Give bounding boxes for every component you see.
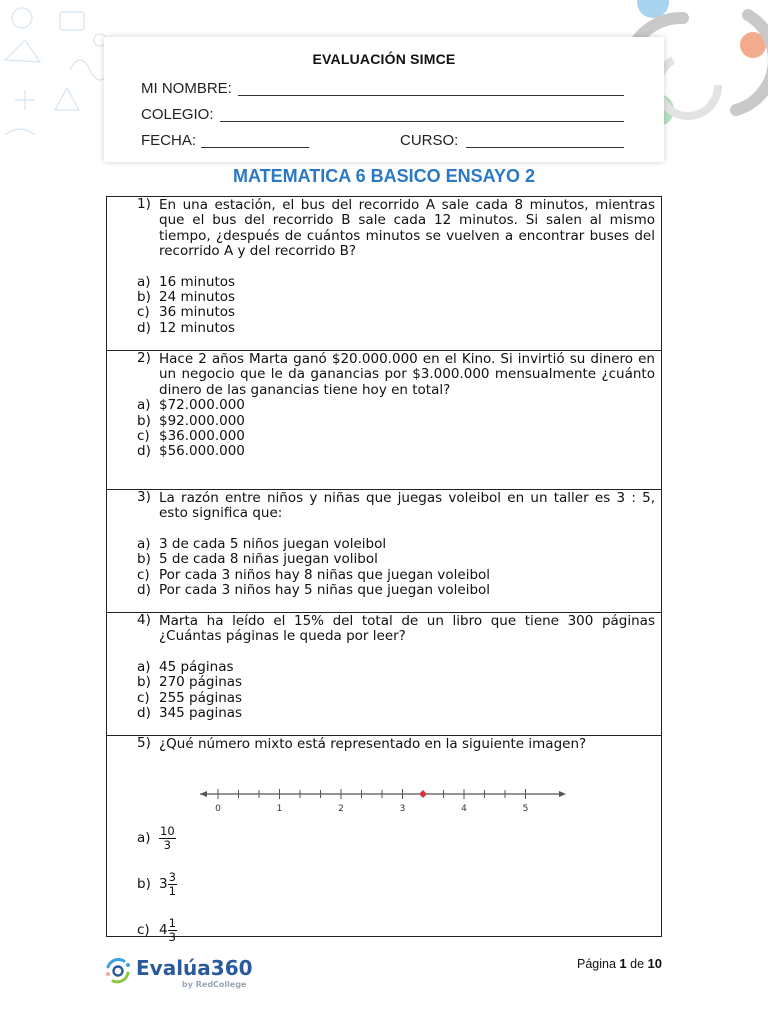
name-label: MI NOMBRE: bbox=[141, 80, 232, 97]
question-text: Hace 2 años Marta ganó $20.000.000 en el Kino. Si invirtió su dinero en un negocio que le da ganancias por $3.000.000 mensualmente ¿cuánto dinero de las ganancias tiene hoy en total? bbox=[159, 351, 655, 398]
option-b[interactable]: b) 270 páginas bbox=[137, 674, 243, 691]
footer-brand: Evalúa360 bbox=[136, 956, 253, 980]
question-number: 1) bbox=[137, 196, 151, 212]
arrow-right-icon bbox=[559, 791, 566, 797]
option-a[interactable]: a) 16 minutos bbox=[137, 273, 236, 290]
course-line[interactable] bbox=[466, 147, 624, 148]
question-text: La razón entre niños y niñas que juegas voleibol en un taller es 3 : 5, esto significa que: bbox=[159, 490, 655, 522]
question-text: En una estación, el bus del recorrido A sale cada 8 minutos, mientras que el bus del recorrido B sale cada 12 minutos. Si salen al mismo tiempo, ¿después de cuántos minutos se vuelven a encontrar buses del recorrido A y del recorrido B? bbox=[159, 197, 655, 260]
option-d[interactable]: d) 345 paginas bbox=[137, 705, 243, 722]
header-card bbox=[104, 37, 664, 162]
question-5 bbox=[107, 735, 661, 944]
questions-table bbox=[106, 196, 662, 944]
number-line-label: 1 bbox=[276, 804, 283, 812]
option-d[interactable]: d) $56.000.000 bbox=[137, 443, 245, 460]
question-text: Marta ha leído el 15% del total de un libro que tiene 300 páginas ¿Cuántas páginas le queda por leer? bbox=[159, 613, 655, 645]
evalua360-logo-icon bbox=[104, 958, 132, 984]
school-line[interactable] bbox=[220, 121, 624, 122]
option-c[interactable]: c) $36.000.000 bbox=[137, 428, 245, 445]
number-line-label: 4 bbox=[461, 804, 467, 812]
document-title: MATEMATICA 6 BASICO ENSAYO 2 bbox=[232, 166, 536, 186]
course-label: CURSO: bbox=[400, 132, 459, 149]
marked-point bbox=[420, 791, 426, 797]
option-c[interactable]: c) 255 páginas bbox=[137, 689, 243, 706]
school-label: COLEGIO: bbox=[141, 106, 214, 123]
option-b[interactable]: b) 3 $\frac{3}{1}$ bbox=[137, 869, 176, 898]
question-2 bbox=[107, 351, 661, 490]
option-a[interactable]: a) 45 páginas bbox=[137, 658, 234, 675]
question-number: 2) bbox=[137, 350, 151, 366]
option-c[interactable]: c) 36 minutos bbox=[137, 304, 236, 321]
question-text: ¿Qué número mixto está representado en la siguiente imagen? bbox=[159, 736, 587, 752]
number-line-label: 0 bbox=[215, 804, 221, 812]
mixed-number: 3 $\frac{3}{1}$ bbox=[159, 869, 176, 898]
option-d[interactable]: d) Por cada 3 niños hay 5 niñas que juegan voleibol bbox=[137, 582, 491, 599]
arrow-left-icon bbox=[200, 791, 207, 797]
question-1 bbox=[107, 197, 661, 351]
date-label: FECHA: bbox=[141, 132, 197, 149]
question-4 bbox=[107, 613, 661, 736]
option-a[interactable]: a) $\frac{10}{3}$ bbox=[137, 823, 175, 852]
option-b[interactable]: b) 24 minutos bbox=[137, 289, 236, 306]
option-a[interactable]: a) $72.000.000 bbox=[137, 397, 245, 414]
number-line-label: 2 bbox=[338, 804, 344, 812]
option-b[interactable]: b) $92.000.000 bbox=[137, 412, 245, 429]
footer-brand-sub: by RedCollege bbox=[182, 980, 247, 989]
fraction: $\frac{10}{3}$ bbox=[160, 823, 175, 852]
option-a[interactable]: a) 3 de cada 5 niños juegan voleibol bbox=[137, 535, 387, 552]
option-d[interactable]: d) 12 minutos bbox=[137, 319, 236, 336]
number-line bbox=[198, 786, 570, 812]
option-c[interactable]: c) Por cada 3 niños hay 8 niñas que juegan voleibol bbox=[137, 566, 491, 583]
number-line-label: 5 bbox=[522, 804, 529, 812]
question-number: 4) bbox=[137, 612, 151, 628]
page-indicator: Página 1 de 10 bbox=[577, 956, 662, 971]
header-title: EVALUACIÓN SIMCE bbox=[312, 51, 456, 67]
option-b[interactable]: b) 5 de cada 8 niñas juegan volibol bbox=[137, 551, 378, 568]
number-line-label: 3 bbox=[399, 804, 406, 812]
name-line[interactable] bbox=[238, 95, 624, 96]
question-number: 3) bbox=[137, 489, 151, 505]
mixed-number: 4 $\frac{1}{3}$ bbox=[159, 915, 176, 944]
option-c[interactable]: c) 4 $\frac{1}{3}$ bbox=[137, 915, 176, 944]
question-number: 5) bbox=[137, 735, 151, 751]
date-line[interactable] bbox=[201, 147, 309, 148]
question-3 bbox=[107, 490, 661, 613]
